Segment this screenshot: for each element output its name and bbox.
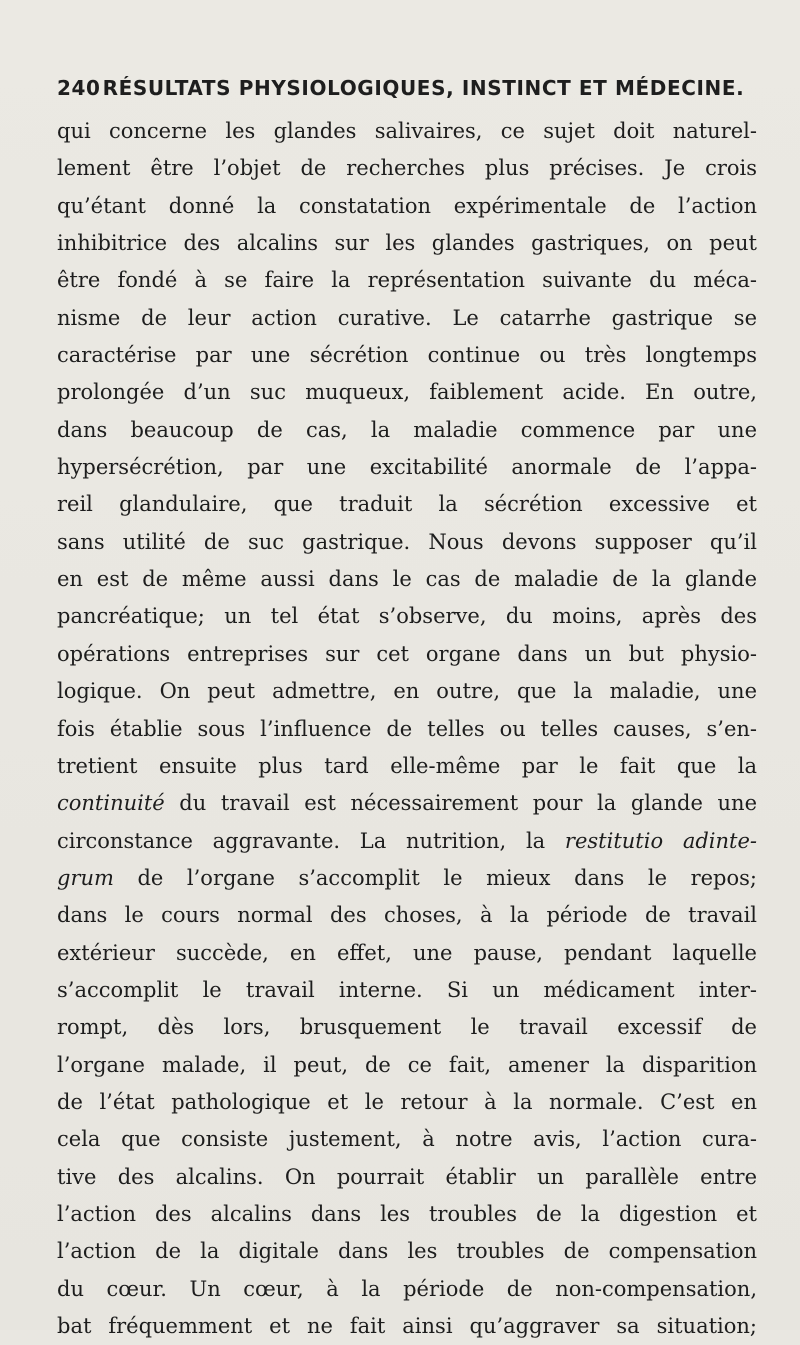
text-line: [57, 673, 757, 710]
text-segment: de l’organe s’accomplit le mieux dans le repos;: [113, 865, 757, 890]
text-line: [57, 897, 757, 934]
text-segment: fois établie sous l’influence de telles ou telles causes, s’en-: [57, 716, 757, 741]
text-segment: l’organe malade, il peut, de ce fait, amener la disparition: [57, 1052, 757, 1077]
text-line: [57, 150, 757, 187]
text-segment: tretient ensuite plus tard elle-même par le fait que la: [57, 753, 757, 778]
text-line: [57, 1233, 757, 1270]
text-segment: logique. On peut admettre, en outre, que la maladie, une: [57, 679, 757, 704]
text-segment: être fondé à se faire la représentation suivante du méca-: [57, 268, 757, 293]
text-segment: pancréatique; un tel état s’observe, du moins, après des: [57, 604, 757, 629]
text-segment: sans utilité de suc gastrique. Nous devons supposer qu’il: [57, 529, 757, 554]
text-segment: dans le cours normal des choses, à la période de travail: [57, 903, 757, 928]
text-line: [57, 300, 757, 337]
text-segment: caractérise par une sécrétion continue ou très longtemps: [57, 343, 757, 368]
text-line: [57, 1271, 757, 1308]
text-line: [57, 188, 757, 225]
text-line: [57, 1084, 757, 1121]
text-line: [57, 823, 757, 860]
text-line: [57, 524, 757, 561]
text-segment: l’action de la digitale dans les troubles de compensation: [57, 1239, 757, 1264]
text-segment: extérieur succède, en effet, une pause, pendant laquelle: [57, 940, 757, 965]
text-line: [57, 225, 757, 262]
text-line: [57, 113, 757, 150]
text-line: [57, 374, 757, 411]
text-line: [57, 711, 757, 748]
text-segment: opérations entreprises sur cet organe dans un but physio-: [57, 641, 757, 666]
text-line: [57, 748, 757, 785]
text-segment: s’accomplit le travail interne. Si un médicament inter-: [57, 977, 757, 1002]
text-line: [57, 337, 757, 374]
text-segment: reil glandulaire, que traduit la sécrétion excessive et: [57, 492, 757, 517]
text-segment: de l’état pathologique et le retour à la normale. C’est en: [57, 1089, 757, 1114]
text-line: [57, 1047, 757, 1084]
text-segment: l’action des alcalins dans les troubles de la digestion et: [57, 1201, 757, 1226]
text-line: [57, 598, 757, 635]
text-line: [57, 449, 757, 486]
text-segment: du travail est nécessairement pour la glande une: [164, 791, 757, 816]
text-segment: prolongée d’un suc muqueux, faiblement acide. En outre,: [57, 380, 757, 405]
page-number: 240: [57, 76, 101, 100]
text-segment: qu’étant donné la constatation expérimentale de l’action: [57, 193, 757, 218]
text-line: [57, 1159, 757, 1196]
italic-phrase: restitutio adinte-: [564, 828, 757, 853]
text-line: [57, 1308, 757, 1345]
text-segment: du cœur. Un cœur, à la période de non-compensation,: [57, 1276, 757, 1301]
text-segment: cela que consiste justement, à notre avis, l’action cura-: [57, 1127, 757, 1152]
text-segment: circonstance aggravante. La nutrition, la: [57, 828, 565, 853]
text-line: [57, 636, 757, 673]
text-segment: inhibitrice des alcalins sur les glandes gastriques, on peut: [57, 231, 757, 256]
text-line: [57, 1196, 757, 1233]
text-line: [57, 785, 757, 822]
text-line: [57, 486, 757, 523]
italic-phrase: continuité: [57, 791, 165, 816]
text-segment: tive des alcalins. On pourrait établir un parallèle entre: [57, 1164, 757, 1189]
running-head: [57, 76, 757, 106]
text-line: [57, 1121, 757, 1158]
text-line: [57, 1009, 757, 1046]
text-segment: bat fréquemment et ne fait ainsi qu’aggraver sa situation;: [57, 1314, 757, 1338]
text-line: [57, 262, 757, 299]
text-line: [57, 412, 757, 449]
text-line: [57, 972, 757, 1009]
text-line: [57, 561, 757, 598]
italic-phrase: grum: [57, 865, 114, 890]
running-title: RÉSULTATS PHYSIOLOGIQUES, INSTINCT ET MÉDECINE.: [102, 76, 745, 100]
text-segment: dans beaucoup de cas, la maladie commence par une: [57, 417, 757, 442]
text-segment: hypersécrétion, par une excitabilité anormale de l’appa-: [57, 455, 757, 480]
text-segment: en est de même aussi dans le cas de maladie de la glande: [57, 567, 757, 592]
body-text: [57, 113, 757, 1345]
text-segment: lement être l’objet de recherches plus précises. Je crois: [57, 156, 757, 181]
text-segment: qui concerne les glandes salivaires, ce sujet doit naturel-: [57, 119, 757, 143]
text-segment: nisme de leur action curative. Le catarrhe gastrique se: [57, 305, 757, 330]
text-segment: rompt, dès lors, brusquement le travail excessif de: [57, 1015, 757, 1040]
text-line: [57, 860, 757, 897]
text-line: [57, 935, 757, 972]
